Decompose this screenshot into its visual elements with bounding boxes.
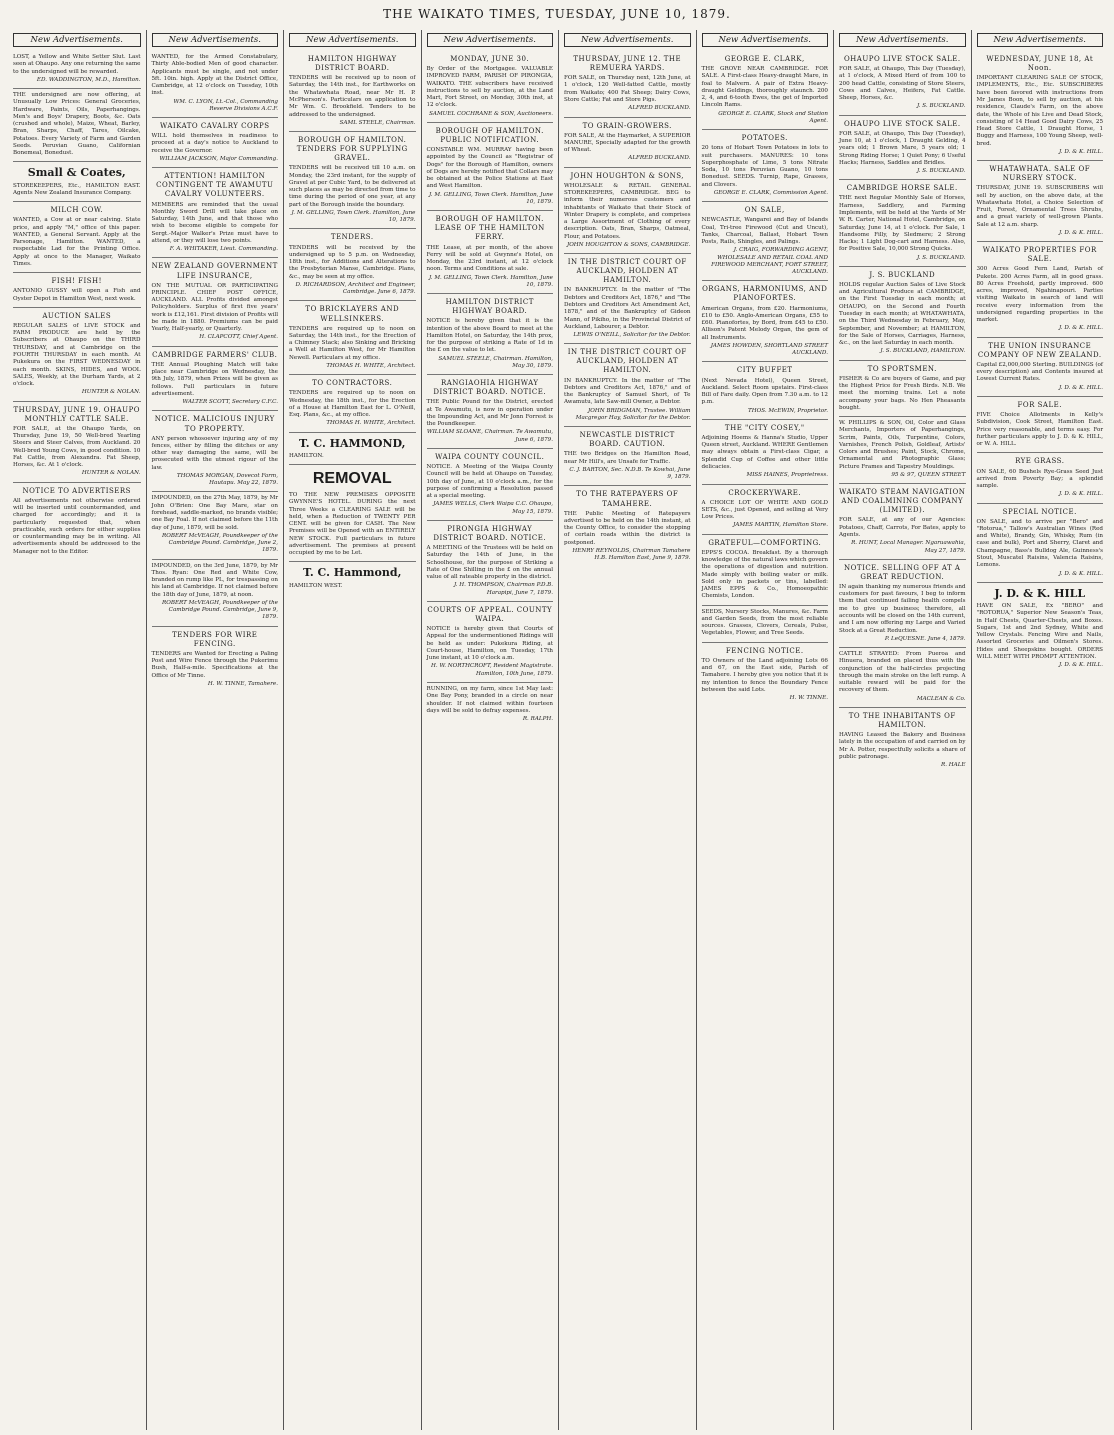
ad-body: TENDERS are required up to noon on Saturday, the 14th inst., for the Erection of a Chimney Stack; also Sinking and Bricking a Well at Hamilton West, for Mr Hamilton Newell. Particulars at my office. — [289, 325, 416, 361]
ad-signature: JAMES MARTIN, Hamilton Store. — [733, 522, 828, 529]
ad-body: IMPOUNDED, on the 3rd June, 1879, by Mr Thos. Ryan: One Red and White Cow, branded on rump like PL, for trespassing on his land at Cambridge. If not claimed before the 18th day of June, 1879, at noon. — [151, 562, 278, 598]
advertisement — [977, 504, 1104, 583]
ad-heading: BOROUGH OF HAMILTON. TENDERS FOR SUPPLYING GRAVEL. — [296, 136, 408, 163]
ad-heading: OHAUPO LIVE STOCK SALE. — [843, 55, 961, 63]
advertisement — [977, 242, 1104, 338]
advertisement — [152, 51, 279, 118]
advertisement — [564, 118, 691, 168]
ad-body: W. PHILLIPS & SON, Oil, Color and Glass Merchants, Importers of Paperhangings, Scrim, Paints, Oils, Turpentine, Colors, Varnishes, French Polish, Goldleaf, Artists' Colors and Brushes; Paint, Stock, Chrome, Ornamental and Photographic Glass; Picture Frames and Tapestry Mouldings. — [839, 420, 966, 470]
ad-body: THURSDAY, JUNE 19. SUBSCRIBERS will sell by auction, on the above date, at the Whatawhata Hotel, a Choice Selection of Fruit, Forest, Ornamental Trees Shrubs, and a great variety of well-grown Plants. Sale at 12 a.m. sharp. — [976, 185, 1103, 228]
ad-signature: J. CRAIG, FORWARDING AGENT, WHOLESALE AND RETAIL COAL AND FIREWOOD MERCHANT, FORT STREET, AUCKLAND. — [711, 247, 828, 276]
ad-signature: THOMAS MORGAN, Dovecot Farm, Hautapu. May 22, 1879. — [176, 472, 278, 487]
ad-heading: WEDNESDAY, JUNE 18, At Noon. — [986, 55, 1094, 73]
column-header: New Advertisements. — [977, 33, 1104, 47]
ad-signature: JAMES WELLS, Clerk Waipa C.C. Ohaupo, May 15, 1879. — [433, 501, 553, 515]
ad-signature: HENRY REYNOLDS, Chairman Tamahere H.B. Hamilton East, June 9, 1879. — [572, 547, 691, 562]
ad-signature: J. D. & K. HILL. — [1059, 491, 1103, 498]
advertisement — [152, 258, 279, 346]
ad-body: TENDERS will be received by the undersigned up to 5 p.m. on Wednesday, 18th inst., for Additions and Alterations to the Presbyterian Manse, Cambridge. Plans, &c., may be seen at my office. — [289, 244, 416, 280]
ad-heading: WAIPA COUNTY COUNCIL. — [435, 452, 545, 461]
ad-heading: ATTENTION! HAMILTON CONTINGENT TE AWAMUTU CAVALRY VOLUNTEERS. — [156, 172, 274, 199]
ad-heading: FENCING NOTICE. — [725, 646, 804, 655]
ad-body: FOR SALE, on Thursday next, 12th June, at 1 o'clock, 120 Well-fatted Cattle, mostly from Waikato; 400 Fat Sheep; Dairy Cows, Store Cattle; Fat and Store Pigs. — [564, 75, 691, 103]
ad-heading: GRATEFUL—COMFORTING. — [708, 538, 822, 547]
advertisement — [977, 51, 1104, 161]
advertisement — [839, 484, 966, 560]
ad-signature: SAML STEELE, Chairman. — [339, 119, 416, 126]
ad-body: WANTED, for the Armed Constabulary, Thirty Able-bodied Men of good character. Applicants must be single, and not under 5ft. 10in. high. Apply at the District Office, Cambridge, at 12 o'clock on Tuesday, 10th inst. — [151, 54, 278, 97]
ad-heading: T. C. Hammond, — [303, 566, 402, 580]
ad-body: All advertisements not otherwise ordered will be inserted until countermanded, and charged for accordingly; and it is particularly requested that, when practicable, such orders for either supplies or countermanding may be in writing. All advertisements should be addressed to the Manager not to the Editor. — [13, 497, 141, 555]
ad-heading: WAIKATO CAVALRY CORPS — [159, 122, 270, 131]
ad-signature: J. S. BUCKLAND, HAMILTON. — [880, 348, 966, 355]
ad-signature: H. CLAPCOTT, Chief Agent. — [199, 334, 278, 341]
ad-body: ON THE MUTUAL OR PARTICIPATING PRINCIPLE. CHIEF POST OFFICE, AUCKLAND. ALL Profits divided amongst Policyholders. Surplus of first five years' work is £12,161. First division of Profits will be made in 1880. Premiums can be paid Yearly, Half-yearly, or Quarterly. — [151, 282, 278, 333]
ad-body: HAMILTON. — [289, 452, 324, 459]
ad-signature: SAMUEL STEELE, Chairman. Hamilton, May 30, 1879. — [438, 355, 553, 369]
ad-signature: J. S. BUCKLAND. — [916, 103, 966, 110]
advertisement — [13, 402, 141, 483]
advertisement — [13, 89, 141, 162]
ad-body: American Organs, from £20. Harmoniums, £10 to £50. Anglo-American Organs, £55 to £60. Pianofortes, by Bord, from £45 to £50. Allison's Patent Melody Organ, the gem of all Instruments. — [701, 305, 828, 341]
ad-heading: REMOVAL — [312, 470, 392, 488]
advertisement — [564, 486, 691, 566]
ad-body: MEMBERS are reminded that the usual Monthly Sword Drill will take place on Saturday, 14th June, and that those who wish to become eligible to compete for Sergt.-Major Walker's Prize must have to attend, or they will lose two points. — [151, 201, 278, 244]
advertisement — [152, 560, 279, 627]
advertisement — [427, 51, 554, 123]
advertisement — [702, 202, 829, 281]
ad-signature: 95 & 97, QUEEN STREET — [891, 471, 966, 478]
ad-signature: JOHN HOUGHTON & SONS, CAMBRIDGE. — [566, 241, 691, 248]
column-5 — [558, 30, 696, 1430]
ad-body: TO THE NEW PREMISES OPPOSITE GWYNNE'S HOTEL. DURING the next Three Weeks a CLEARING SALE will be held, when a Reduction of TWENTY PER CENT. will be given for CASH. The New Premises will be Opened with an ENTIRELY NEW STOCK. Full particulars in future advertisement. The premises at present occupied by me to be Let. — [289, 491, 416, 557]
column-2 — [146, 30, 284, 1430]
ad-signature: THOMAS H. WHITE, Architect. — [326, 420, 416, 427]
ad-heading: HAMILTON HIGHWAY DISTRICT BOARD. — [307, 55, 397, 73]
ad-body: HOLDS regular Auction Sales of Live Stock and Agricultural Produce at CAMBRIDGE, on the First Tuesday in each month; at OHAUPO, on the Second and Fourth Tuesday in each month; at WHATAWHATA, on the Third Wednesday in February, May, September, and November; at HAMILTON, for the Sale of Horses, Carriages, Harness, &c., on the last Saturday in each month. — [839, 281, 966, 347]
ad-heading: WAIKATO STEAM NAVIGATION AND COALMINING COMPANY (LIMITED). — [839, 488, 966, 515]
ad-body: FOR SALE, at any of our Agencies: Potatoes, Chaff, Carrots, For Bates, apply to Agents. — [839, 517, 966, 538]
ad-heading: BOROUGH OF HAMILTON. PUBLIC NOTIFICATION. — [435, 126, 544, 145]
advertisement — [427, 123, 554, 211]
ad-signature: SAMUEL COCHRANE & SON, Auctioneers. — [429, 110, 553, 117]
ad-body: IMPOUNDED, on the 27th May, 1879, by Mr John O'Brien: One Bay Mare, star on forehead, saddle-marked, no brands visible; one Bay Foal. If not claimed before the 11th day of June, 1879, will be sold. — [151, 495, 278, 531]
ad-signature: MACLEAN & Co. — [916, 695, 966, 702]
ad-signature: J. D. & K. HILL. — [1059, 570, 1103, 577]
ad-signature: J. D. & K. HILL. — [1059, 325, 1103, 332]
ad-body: THE undersigned are now offering, at Unusually Low Prices: General Groceries, Hardware, Paints, Oils, Paperhangings. Men's and Boys' Drapery, Boots, &c. Oats (crushed and whole), Maize, Wheat, Barley, Bran, Sharps, Chaff, Tares, Oilcake, Potatoes. Every Variety of Farm and Garden Seeds. Peruvian Guano, Californian Bonemeal, Bonedust. — [13, 92, 141, 157]
ad-body: 300 Acres Good Fern Land, Parish of Pukete. 200 Acres Farm, all in good grass. 80 Acres Freehold, partly improved. 600 acres, improved, Ngahinapouri. Parties visiting Waikato in search of land will receive every information from the undersigned regarding properties in the market. — [976, 266, 1103, 324]
ad-heading: GEORGE E. CLARK, — [724, 55, 805, 63]
advertisement — [13, 202, 141, 273]
ad-signature: J. M. GELLING, Town Clerk. Hamilton, June 10, 1879. — [428, 191, 553, 205]
ad-body: ON SALE, 60 Bushels Rye-Grass Seed Just arrived from Poverty Bay; a splendid sample. — [976, 468, 1103, 490]
ad-body: HAVING Leased the Bakery and Business lately in the occupation of and carried on by Mr A. Potter, respectfully solicits a share of public patronage. — [839, 732, 966, 760]
advertisement — [839, 417, 966, 484]
advertisement — [564, 344, 691, 427]
ad-body: FOR SALE, at Ohaupo, This Day (Tuesday), at 1 o'clock, A Mixed Herd of from 100 to 200 head Cattle, consisting of Store Steers, Cows and Calves, Heifers, Fat Cattle. Sheep, Horses, &c. — [839, 66, 966, 102]
ad-heading: THURSDAY, JUNE 12. THE REMUERA YARDS. — [573, 55, 682, 73]
advertisement — [839, 51, 966, 116]
ad-body: THE Annual Ploughing Match will take place near Cambridge on Wednesday, the 9th July, 1879, when Prizes will be given as follows. Full particulars in future advertisement. — [151, 361, 278, 397]
ad-heading: AUCTION SALES — [42, 311, 112, 320]
ad-signature: LEWIS O'NEILL, Solicitor for the Debtor. — [573, 332, 691, 339]
ad-signature: J. D. & K. HILL. — [1059, 662, 1103, 669]
advertisement — [564, 254, 691, 344]
ad-heading: TO THE INHABITANTS OF HAMILTON. — [848, 711, 956, 730]
column-header: New Advertisements. — [564, 33, 691, 47]
ad-signature: WM. C. LYON, Lt.-Col., Commanding Reserve Divisions A.C.F. — [173, 98, 278, 112]
advertisement — [564, 168, 691, 254]
ad-body: WILL hold themselves in readiness to proceed at a day's notice to Auckland to receive the Governor. — [151, 133, 278, 154]
ad-heading: NEWCASTLE DISTRICT BOARD. CAUTION. — [579, 431, 675, 449]
column-header: New Advertisements. — [289, 33, 416, 47]
ad-body: TENDERS are required up to noon on Wednesday, the 18th inst., for the Erection of a House at Hamilton East for L. O'Neill, Esq. Plans, &c., at my office. — [289, 390, 416, 419]
ad-heading: MONDAY, JUNE 30. — [450, 55, 530, 63]
advertisement — [564, 427, 691, 486]
advertisement — [702, 362, 829, 419]
ad-heading: ORGANS, HARMONIUMS, AND PIANOFORTES. — [702, 285, 828, 303]
ad-signature: MISS HAINES, Proprietress. — [746, 472, 828, 479]
ad-body: NOTICE is hereby given that it is the intention of the above Board to meet at the Hamilton Hotel, on Saturday, the 14th prox, for the purpose of striking a Rate of 1d in the £ on the value to let. — [426, 318, 553, 354]
advertisement — [13, 51, 141, 89]
ad-body: NOTICE is hereby given that Courts of Appeal for the undermentioned Ridings will be held as under: Pukekura Riding, at Court-house, Hamilton, on Tuesday, 17th June instant, at 10 o'clock a.m. — [426, 626, 553, 662]
ad-body: (Next Nevada Hotel), Queen Street, Auckland. Select Room upstairs. First-class Bill of Fare daily. Open from 7.30 a.m. to 12 p.m. — [701, 377, 828, 406]
ad-heading: BOROUGH OF HAMILTON. LEASE OF THE HAMILTON FERRY. — [434, 215, 545, 242]
newspaper-columns — [8, 30, 1108, 1430]
ad-heading: NOTICE TO ADVERTISERS — [22, 486, 131, 495]
ad-body: ANY person whosoever injuring any of my fences, either by filling the ditches or any other way damaging the same, will be prosecuted with the utmost rigour of the law. — [151, 435, 278, 471]
ad-heading: NOTICE. MALICIOUS INJURY TO PROPERTY. — [154, 415, 275, 433]
column-header: New Advertisements. — [152, 33, 279, 47]
ad-signature: H. W. TINNE, Tamahere. — [207, 680, 278, 687]
ad-body: IMPORTANT CLEARING SALE OF STOCK, IMPLEMENTS, Etc., Etc. SUBSCRIBERS have been favored with instructions from Mr James Boon, to sell by auction, at his residence, Claude's Farm, on the above date, the Whole of his Live and Dead Stock, consisting of 14 Head Good Dairy Cows, 25 Head Store Cattle, 1 Draught Horse, 1 Buggy and Harness, 100 Young Sheep, well-bred. — [976, 75, 1103, 147]
ad-heading: SPECIAL NOTICE. — [1002, 507, 1077, 516]
ad-body: THE Public Pound for the District, erected at Te Awamutu, is now in operation under the Impounding Act, and Mr Jonn Forrest is the Poundkeeper. — [426, 399, 553, 428]
ad-heading: TO THE RATEPAYERS OF TAMAHERE. — [576, 490, 679, 508]
ad-signature: H. W. TINNE. — [789, 695, 828, 702]
ad-body: By Order of the Mortgagee. VALUABLE IMPROVED FARM, PARISH OF PIRONGIA, WAIKATO. THE subscribers have received instructions to sell by auction, at the Land Mart, Fort Street, on Monday, 30th inst, at 12 o'clock. — [426, 66, 553, 109]
ad-signature: J. D. & K. HILL. — [1059, 229, 1103, 236]
ad-body: THE Public Meeting of Ratepayers advertised to be held on the 14th instant, at the County Office, to consider the stopping of certain roads within the district is postponed. — [564, 510, 691, 546]
advertisement — [977, 583, 1104, 674]
advertisement — [839, 708, 966, 774]
advertisement — [702, 643, 829, 707]
column-8 — [971, 30, 1109, 1430]
ad-body: THE GROVE NEAR CAMBRIDGE. FOR SALE. A First-class Heavy-draught Mare, in foal to Malvern. A pair of Extra Heavy-draught Geldings, thoroughly staunch. 200 2, 4, and 6-tooth Ewes, the get of Imported Lincoln Rams. — [701, 66, 828, 109]
advertisement — [839, 361, 966, 417]
ad-heading: CAMBRIDGE FARMERS' CLUB. — [152, 350, 278, 359]
ad-signature: GEORGE E. CLARK, Commission Agent. — [713, 189, 828, 196]
advertisement — [839, 267, 966, 361]
advertisement — [289, 375, 416, 432]
ad-signature: WALTER SCOTT, Secretary C.F.C. — [182, 399, 278, 406]
ad-heading: FOR SALE. — [1017, 400, 1062, 409]
ad-signature: J. S. BUCKLAND. — [916, 254, 966, 261]
ad-body: THE Lease, at per month, of the above Ferry will be sold at Gwynne's Hotel, on Monday, the 23rd instant, at 12 o'clock noon. Terms and Conditions at sale. — [426, 244, 553, 273]
ad-heading: TO GRAIN-GROWERS. — [582, 121, 672, 130]
ad-body: TO Owners of the Land adjoining Lots 66 and 67, on the East side, Parish of Tamahere. I hereby give you notice that it is my intention to fence the Boundary Fence between the said Lots. — [701, 657, 828, 693]
ad-signature: JOHN BRIDGMAN, Trustee. William Macgregor Hay, Solicitor for the Debtor. — [575, 407, 691, 421]
advertisement — [427, 211, 554, 294]
ad-heading: NEW ZEALAND GOVERNMENT LIFE INSURANCE, — [151, 262, 278, 280]
ad-heading: TO BRICKLAYERS AND WELLSINKERS. — [305, 305, 400, 323]
advertisement — [702, 281, 829, 362]
ad-signature: P. LeQUESNE. June 4, 1879. — [884, 635, 966, 642]
ad-heading: CITY BUFFET — [736, 366, 793, 375]
advertisement — [839, 180, 966, 266]
ad-signature: J. D. & K. HILL. — [1059, 148, 1103, 155]
ad-body: NEWCASTLE, Wangarei and Bay of Islands Coal, Tri-tree Firewood (Cut and Uncut), Tanks, Charcoal, Ballast, Hobart Town Posts, Rails, Shingles, and Palings. — [701, 217, 828, 246]
ad-signature: GEORGE E. CLARK, Stock and Station Agent. — [718, 110, 828, 124]
ad-signature: WILLIAM JACKSON, Major Commanding. — [159, 156, 278, 163]
ad-body: NOTICE. A Meeting of the Waipa County Council will be held at Ohaupo on Tuesday, 10th day of June, at 10 o'clock a.m., for the purpose of confirming a Resolution passed at a special meeting. — [426, 464, 553, 500]
advertisement — [289, 51, 416, 132]
ad-signature: ROBERT McVEAGH, Poundkeeper of the Cambridge Pound. Cambridge, June 9, 1879. — [162, 599, 278, 621]
ad-body: RUNNING, on my farm, since 1st May last: One Bay Pony, branded in a circle on near shoulder. If not claimed within fourteen days will be sold to defray expenses. — [426, 686, 553, 714]
ad-signature: R. RALPH. — [522, 716, 553, 723]
ad-body: TENDERS will be received up to noon of Saturday, the 14th inst., for Earthworks on the Whatawhata Road, near Mr H. P. McPherson's. Particulars on application to Mr Wm. C. Brookfield. Tenders to be addressed to the undersigned. — [289, 75, 416, 118]
ad-body: EPPS'S COCOA. Breakfast. By a thorough knowledge of the natural laws which govern the operations of digestion and nutrition. Made simply with boiling water or milk. Sold only in packets or tins, labelled: JAMES EPPS & Co., Homoeopathic Chemists, London. — [701, 549, 828, 600]
ad-heading: OHAUPO LIVE STOCK SALE. — [843, 119, 961, 128]
column-4 — [421, 30, 559, 1430]
ad-signature: D. RICHARDSON, Architect and Engineer, Cambridge. June 6, 1879. — [295, 281, 416, 296]
ad-body: TENDERS will be received till 10 a.m. on Monday, the 23rd instant, for the supply of Gravel at per Cubic Yard, to be delivered at such places as may be directed from time to time during the period of one year, at any part of the Borough inside the boundary. — [289, 165, 416, 208]
ad-signature: HUNTER & NOLAN. — [81, 470, 141, 477]
ad-heading: THE "CITY COSEY," — [724, 423, 805, 432]
advertisement — [702, 535, 829, 606]
advertisement — [13, 308, 141, 402]
advertisement — [427, 602, 554, 683]
ad-body: Adjoining Hoems & Hanna's Studio, Upper Queen street, Auckland. WHERE Gentlemen may always obtain a First-class Cigar, a Splendid Cup of Coffee and other little delicacies. — [701, 434, 828, 471]
ad-heading: IN THE DISTRICT COURT OF AUCKLAND, HOLDEN AT HAMILTON. — [567, 348, 687, 375]
ad-signature: WILLIAM SLOANE, Chairman. Te Awamutu, June 6, 1879. — [426, 429, 553, 443]
ad-heading: CROCKERYWARE. — [728, 488, 802, 497]
ad-heading: T. C. HAMMOND, — [298, 436, 406, 450]
ad-signature: F. A. WHITAKER, Lieut. Commanding. — [169, 246, 278, 253]
ad-heading: Small & Coates, — [27, 166, 126, 180]
advertisement — [289, 301, 416, 375]
ad-body: REGULAR SALES of LIVE STOCK and FARM PRODUCE are held by the Subscribers at Ohaupo on the THIRD THURSDAY, and at Cambridge on the FOURTH THURSDAY in each month. At Pukekura on the FIRST WEDNESDAY in each month. SKINS, HIDES, and WOOL SALES, Weekly, at the Durham Yards, at 2 o'clock. — [13, 322, 141, 388]
ad-heading: WHATAWHATA. SALE OF NURSERY STOCK. — [989, 165, 1091, 183]
ad-heading: POTATOES. — [741, 134, 788, 143]
advertisement — [152, 168, 279, 258]
ad-signature: ALFRED BUCKLAND. — [628, 105, 691, 112]
column-header: New Advertisements. — [427, 33, 554, 47]
ad-heading: THE UNION INSURANCE COMPANY OF NEW ZEALAND. — [977, 341, 1102, 359]
ad-signature: R. HUNT, Local Manager. Ngaruawahia, May 27, 1879. — [851, 540, 966, 554]
ad-signature: J. H. THOMPSON, Chairman P.D.B. Harapipi, June 7, 1879. — [453, 582, 553, 596]
ad-signature: THOMAS H. WHITE, Architect. — [326, 362, 416, 369]
advertisement — [427, 683, 554, 727]
ad-heading: IN THE DISTRICT COURT OF AUCKLAND, HOLDEN AT HAMILTON. — [567, 258, 687, 285]
ad-heading: RANGIAOHIA HIGHWAY DISTRICT BOARD. NOTICE. — [433, 379, 547, 397]
advertisement — [702, 485, 829, 535]
ad-signature: R. HALE — [941, 762, 966, 769]
ad-heading: FISH! FISH! — [51, 277, 102, 286]
ad-signature: ED. WADDINGTON, M.D., Hamilton. — [36, 76, 141, 83]
advertisement — [702, 130, 829, 202]
ad-body: A MEETING of the Trustees will be held on Saturday the 14th of June, in the Schoolhouse, for the purpose of Striking a Rate of One Shilling in the £ on the annual value of all rateable property in the district. — [426, 545, 553, 581]
column-6 — [696, 30, 834, 1430]
ad-body: 20 tons of Hobart Town Potatoes in lots to suit purchasers. MANURES: 10 tons Superphosphate of Lime, 5 tons Nitrate Soda, 10 tons Peruvian Guano, 10 tons Bonedust. SEEDS. Turnip, Rape, Grasses, and Clovers. — [701, 145, 828, 188]
advertisement — [152, 118, 279, 168]
ad-body: FISHER & Co are buyers of Game, and pay the Highest Price for Fresh Birds. N.B. We meet the morning trains. Let a note accompany your bags. No Hen Pheasants bought. — [839, 375, 966, 411]
ad-signature: ALFRED BUCKLAND. — [628, 155, 691, 162]
ad-body: FOR SALE, at the Ohaupo Yards, on Thursday, June 19, 50 Well-bred Yearling Steers and Steer Calves, from Auckland. 20 Well-bred Young Cows, in good condition. 10 Fat Cattle, from Alexandra. Fat Sheep, Horses, &c. At 1 o'clock. — [13, 425, 141, 469]
advertisement — [152, 492, 279, 559]
advertisement — [152, 347, 279, 412]
advertisement — [427, 294, 554, 375]
ad-body: WANTED, a Cow at or near calving. State price, and apply "M," office of this paper. WANTED, a General Servant. Apply at the Parsonage, Hamilton. WANTED, a respectable Lad for the Printing Office. Apply at once to the Manager, Waikato Times. — [13, 217, 141, 267]
ad-body: IN again thanking my numerous friends and customers for past favours, I beg to inform them that continued failing health compels me to give up business; therefore, all accounts will be closed on the 14th current, and I am now offering my Large and Varied Stock at a Great Reduction. — [839, 583, 966, 634]
ad-body: WHOLESALE & RETAIL GENERAL STOREKEEPERS, CAMBRIDGE. BEG to inform their numerous customers and inhabitants of Waikato that their Stock of Winter Drapery is complete, and comprises a Large Assortment of Clothing of every description. Oats, Bran, Sharps, Oatmeal, Flour, and Potatoes. — [564, 182, 691, 240]
ad-heading: COURTS OF APPEAL. COUNTY WAIPA. — [427, 605, 553, 624]
masthead: THE WAIKATO TIMES, TUESDAY, JUNE 10, 1879. — [383, 7, 731, 21]
advertisement — [702, 606, 829, 643]
ad-signature: JAMES HOWDEN, SHORTLAND STREET AUCKLAND. — [710, 342, 828, 357]
advertisement — [13, 483, 141, 560]
advertisement — [977, 338, 1104, 397]
ad-heading: TENDERS FOR WIRE FENCING. — [172, 630, 258, 648]
advertisement — [427, 521, 554, 602]
ad-signature: HUNTER & NOLAN. — [81, 389, 141, 396]
advertisement — [13, 273, 141, 308]
ad-signature: J. M. GELLING, Town Clerk. Hamilton, June 10, 1879. — [291, 209, 416, 224]
advertisement — [977, 453, 1104, 503]
ad-heading: ON SALE, — [744, 206, 785, 215]
column-3 — [283, 30, 421, 1430]
ad-heading: TO CONTRACTORS. — [312, 379, 393, 388]
advertisement — [839, 648, 966, 708]
ad-signature: C. J. BARTON, Sec. N.D.B. Te Kowhai, June 9, 1879. — [569, 466, 691, 481]
advertisement — [152, 411, 279, 492]
column-header: New Advertisements. — [702, 33, 829, 47]
ad-signature: J. S. BUCKLAND. — [916, 168, 966, 175]
advertisement — [977, 397, 1104, 453]
advertisement — [152, 627, 279, 693]
advertisement — [702, 51, 829, 130]
column-7 — [833, 30, 971, 1430]
ad-body: ON SALE, and to arrive per "Bero" and "Rotorua," Tallow's Australian Wines (Red and White), Brandy, Gin, Whisky, Rum (in case and bulk), Port and Sherry, Claret and Champagne, Bass's Bulldog Ale, Guinness's Stout, Muscatel Raisins, Valencia Raisins, Lemons. — [976, 518, 1103, 569]
advertisement — [289, 562, 416, 594]
ad-body: HAMILTON WEST. — [289, 582, 343, 589]
advertisement — [564, 51, 691, 118]
advertisement — [289, 465, 416, 562]
ad-body: A CHOICE LOT OF WHITE AND GOLD SETS, &c., just Opened, and selling at Very Low Prices. — [701, 499, 828, 521]
ad-heading: TO SPORTSMEN. — [867, 364, 937, 373]
ad-body: SEEDS, Nursery Stocks, Manures, &c. Farm and Garden Seeds, from the most reliable sources. Grasses, Clovers, Cereals, Pulse, Vegetables, Flower, and Tree Seeds. — [701, 608, 828, 637]
ad-body: ANTONIO GUSSY will open a Fish and Oyster Depot in Hamilton West, next week. — [13, 288, 141, 302]
ad-body: TENDERS are Wanted for Erecting a Paling Post and Wire Fence through the Pukerimu Bush, Half-a-mile. Specifications at the Office of Mr Tinne. — [151, 650, 278, 679]
advertisement — [702, 420, 829, 485]
advertisement — [977, 161, 1104, 242]
column-header: New Advertisements. — [839, 33, 966, 47]
advertisement — [13, 162, 141, 202]
advertisement — [839, 560, 966, 648]
ad-heading: THURSDAY, JUNE 19. OHAUPO MONTHLY CATTLE SALE. — [13, 405, 141, 423]
ad-body: IN BANKRUPTCY. In the matter of "The Debtors and Creditors Act, 1876," and "The Debtors and Creditors Act Amendment Act, 1878," and of the Bankruptcy of Gideon Mann, of Pikiho, in the Provincial District of Auckland, Labourer, a Debtor. — [564, 287, 691, 330]
ad-heading: TENDERS. — [330, 233, 374, 242]
column-header: New Advertisements. — [13, 33, 141, 47]
ad-signature: ROBERT McVEAGH, Poundkeeper of the Cambridge Pound. Cambridge, June 2, 1879. — [162, 532, 278, 554]
ad-signature: THOS. McEWIN, Proprietor. — [748, 407, 828, 414]
advertisement — [289, 229, 416, 301]
ad-signature: J. M. GELLING, Town Clerk. Hamilton, June 10, 1879. — [428, 274, 553, 288]
advertisement — [427, 449, 554, 521]
ad-body: Capital £2,000,000 Sterling. BUILDINGS (of every description) and Contents insured at Lowest Current Rates. — [976, 361, 1103, 383]
ad-heading: CAMBRIDGE HORSE SALE. — [846, 184, 958, 193]
ad-heading: HAMILTON DISTRICT HIGHWAY BOARD. — [445, 298, 534, 316]
ad-body: FOR SALE, At the Haymarket, A SUPERIOR MANURE, Specially adapted for the growth of Wheat. — [564, 132, 691, 154]
ad-body: LOST, a Yellow and White Setter Slut. Last seen at Ohaupo. Any one returning the same to the undersigned will be rewarded. — [13, 54, 141, 75]
ad-heading: MILCH COW. — [50, 206, 104, 215]
ad-heading: RYE GRASS. — [1015, 457, 1065, 466]
advertisement — [839, 116, 966, 181]
ad-body: STOREKEEPERS, Etc., HAMILTON EAST. Agents New Zealand Insurance Company. — [13, 182, 141, 197]
ad-signature: H. W. NORTHCROFT, Resident Magistrate. Hamilton, 10th June, 1879. — [431, 663, 553, 677]
ad-heading: WAIKATO PROPERTIES FOR SALE. — [982, 246, 1097, 264]
ad-body: HAVE ON SALE, Ex "BERO" and "ROTORUA," Superior New Season's Teas, in Half Chests, Quarter-Chests, and Boxes. Sugars, 1st and 2nd Sydney, White and Yellow Crystals. Fencing Wire and Nails, Assorted Groceries and Oilmen's Stores. Hides and Sheepskins bought. ORDERS WILL MEET WITH PROMPT ATTENTION. — [976, 603, 1103, 660]
ad-heading: PIRONGIA HIGHWAY DISTRICT BOARD. NOTICE. — [433, 524, 547, 543]
ad-heading: J. D. & K. HILL — [994, 586, 1086, 600]
ad-body: CONSTABLE WM. MURRAY having been appointed by the Council as "Registrar of Dogs" for the Borough of Hamilton, owners of Dogs are hereby notified that Collars may be obtained at the Police Stations at East and West Hamilton. — [426, 147, 553, 190]
advertisement — [289, 433, 416, 466]
ad-signature: J. D. & K. HILL. — [1059, 384, 1103, 391]
ad-heading: JOHN HOUGHTON & SONS, — [570, 171, 685, 180]
advertisement — [427, 375, 554, 449]
ad-body: FIVE Choice Allotments in Kelly's Subdivision, Cook Street, Hamilton East. Price very reasonable, and terms easy. For further particulars apply to J. D. & K. HILL, or W. A. HILL. — [976, 412, 1103, 448]
advertisement — [289, 132, 416, 229]
column-1 — [8, 30, 146, 1430]
ad-heading: NOTICE. SELLING OFF AT A GREAT REDUCTION. — [844, 563, 961, 581]
ad-body: CATTLE STRAYED: From Pueroa and Hinuera, branded on placed thus with the conjunction of the half-circles projecting through the main stroke on the left rump. A suitable reward will be paid for the recovery of them. — [839, 651, 966, 694]
ad-body: IN BANKRUPTCY. In the matter of "The Debtors and Creditors Act, 1876," and of the Bankruptcy of Samuel Short, of Te Awamutu, late Saw-mill Owner, a Debtor. — [564, 377, 691, 406]
ad-body: THE next Regular Monthly Sale of Horses, Harness, Saddlery, and Farming Implements, will be held at the Yards of Mr W. R. Carter, National Hotel, Cambridge, on Saturday, June 14, at 1 o'clock. For Sale, 1 Handsome Filly, by Sledmere; 2 Strong Hacks; 1 Light Dog-cart and Harness. Also, for Positive Sale, 10,000 Strong Quicks. — [839, 195, 966, 253]
ad-body: THE two Bridges on the Hamilton Road, near Mr Hill's, are Unsafe for Traffic. — [564, 451, 691, 465]
ad-body: FOR SALE, at Ohaupo, This Day (Tuesday), June 10, at 1 o'clock, 1 Draught Gelding, 4 years old; 1 Brown Mare, 5 years old; 1 Strong Riding Horse; 1 Quiet Pony; 6 Useful Hacks; Harness, Saddles and Bridles. — [839, 130, 966, 166]
ad-heading: J. S. BUCKLAND — [869, 270, 936, 279]
